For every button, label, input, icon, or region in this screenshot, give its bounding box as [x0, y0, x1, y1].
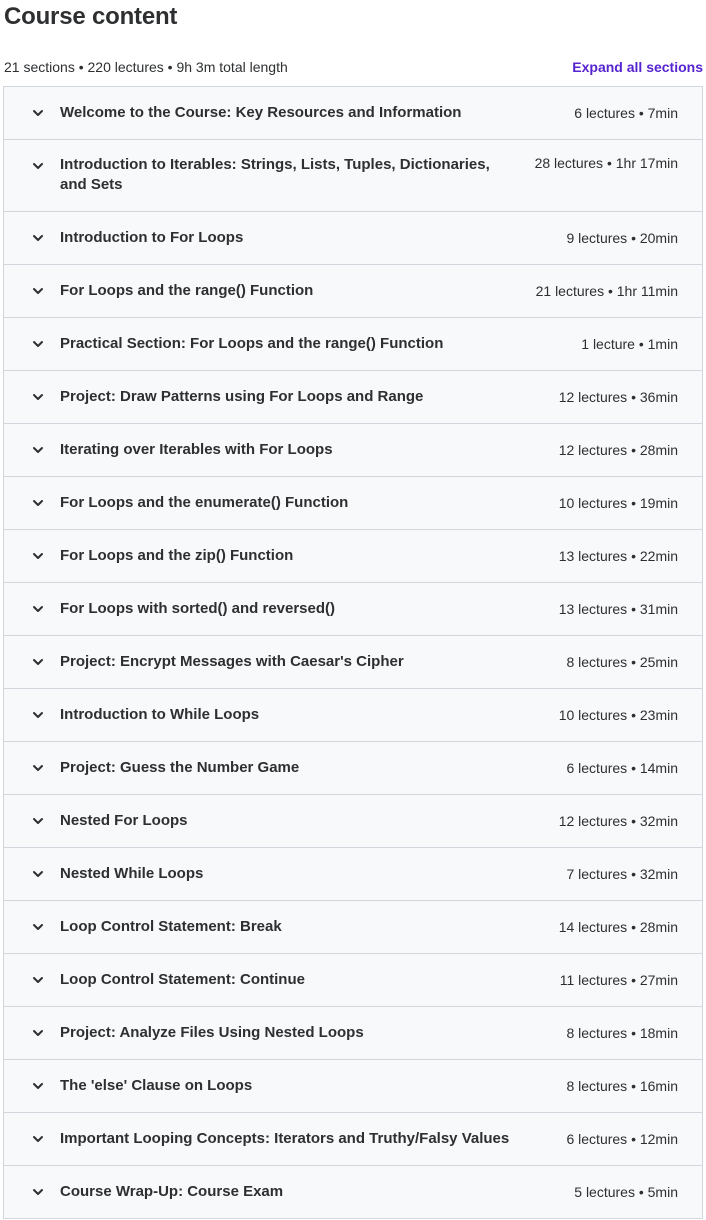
- section-title: Project: Encrypt Messages with Caesar's Cipher: [60, 653, 404, 670]
- section-title: Iterating over Iterables with For Loops: [60, 441, 333, 458]
- section-row[interactable]: [4, 212, 702, 265]
- section-title: Project: Analyze Files Using Nested Loops: [60, 1024, 364, 1041]
- chevron-down-icon: [30, 548, 46, 564]
- section-row[interactable]: [4, 954, 702, 1007]
- section-row[interactable]: [4, 901, 702, 954]
- section-title: Nested While Loops: [60, 865, 204, 882]
- section-row[interactable]: [4, 140, 702, 212]
- section-list: [3, 86, 703, 1219]
- course-summary: 21 sections • 220 lectures • 9h 3m total length: [4, 59, 288, 75]
- section-meta: 6 lectures • 7min: [574, 105, 678, 121]
- chevron-down-icon: [30, 1025, 46, 1041]
- section-title: For Loops and the zip() Function: [60, 547, 294, 564]
- section-row[interactable]: [4, 636, 702, 689]
- chevron-down-icon: [30, 158, 46, 174]
- section-row[interactable]: [4, 848, 702, 901]
- section-row[interactable]: [4, 795, 702, 848]
- chevron-down-icon: [30, 283, 46, 299]
- section-title: Important Looping Concepts: Iterators and Truthy/Falsy Values: [60, 1130, 510, 1147]
- course-summary-row: [4, 57, 703, 77]
- section-row[interactable]: [4, 477, 702, 530]
- section-title: For Loops and the range() Function: [60, 282, 314, 299]
- section-title: Project: Guess the Number Game: [60, 759, 300, 776]
- section-meta: 12 lectures • 28min: [558, 442, 678, 458]
- chevron-down-icon: [30, 442, 46, 458]
- section-meta: 10 lectures • 23min: [558, 707, 678, 723]
- section-meta: 10 lectures • 19min: [558, 495, 678, 511]
- section-meta: 8 lectures • 16min: [566, 1078, 678, 1094]
- section-meta: 11 lectures • 27min: [559, 972, 678, 988]
- section-row[interactable]: [4, 583, 702, 636]
- chevron-down-icon: [30, 1184, 46, 1200]
- expand-all-sections-button[interactable]: Expand all sections: [572, 59, 703, 75]
- chevron-down-icon: [30, 601, 46, 617]
- chevron-down-icon: [30, 707, 46, 723]
- section-row[interactable]: [4, 265, 702, 318]
- section-row[interactable]: [4, 1060, 702, 1113]
- section-title: Welcome to the Course: Key Resources and Information: [60, 104, 462, 121]
- section-row[interactable]: [4, 318, 702, 371]
- chevron-down-icon: [30, 1078, 46, 1094]
- section-title: Loop Control Statement: Continue: [60, 971, 305, 988]
- section-title: Practical Section: For Loops and the range() Function: [60, 335, 444, 352]
- section-meta: 12 lectures • 36min: [558, 389, 678, 405]
- chevron-down-icon: [30, 919, 46, 935]
- section-meta: 13 lectures • 22min: [558, 548, 678, 564]
- section-meta: 9 lectures • 20min: [566, 230, 678, 246]
- chevron-down-icon: [30, 230, 46, 246]
- section-title: Nested For Loops: [60, 812, 188, 829]
- section-meta: 13 lectures • 31min: [558, 601, 678, 617]
- chevron-down-icon: [30, 760, 46, 776]
- section-meta: 12 lectures • 32min: [558, 813, 678, 829]
- chevron-down-icon: [30, 866, 46, 882]
- section-title: For Loops with sorted() and reversed(): [60, 600, 336, 617]
- chevron-down-icon: [30, 389, 46, 405]
- section-meta: 6 lectures • 12min: [566, 1131, 678, 1147]
- section-title: Introduction to While Loops: [60, 706, 260, 723]
- chevron-down-icon: [30, 105, 46, 121]
- section-meta: 14 lectures • 28min: [558, 919, 678, 935]
- section-title: The 'else' Clause on Loops: [60, 1077, 253, 1094]
- chevron-down-icon: [30, 495, 46, 511]
- section-title: Loop Control Statement: Break: [60, 918, 282, 935]
- section-row[interactable]: [4, 689, 702, 742]
- chevron-down-icon: [30, 972, 46, 988]
- section-title: Project: Draw Patterns using For Loops and Range: [60, 388, 424, 405]
- section-title: Course Wrap-Up: Course Exam: [60, 1183, 284, 1200]
- section-meta: 5 lectures • 5min: [574, 1184, 678, 1200]
- section-row[interactable]: [4, 530, 702, 583]
- chevron-down-icon: [30, 1131, 46, 1147]
- section-title: Introduction to Iterables: Strings, Lists, Tuples, Dictionaries, and Sets: [60, 156, 490, 193]
- section-row[interactable]: [4, 371, 702, 424]
- section-meta: 8 lectures • 18min: [566, 1025, 678, 1041]
- section-row[interactable]: [4, 1113, 702, 1166]
- section-meta: 7 lectures • 32min: [566, 866, 678, 882]
- section-row[interactable]: [4, 424, 702, 477]
- section-row[interactable]: [4, 1007, 702, 1060]
- section-title: Introduction to For Loops: [60, 229, 244, 246]
- chevron-down-icon: [30, 813, 46, 829]
- section-meta: 28 lectures • 1hr 17min: [534, 155, 678, 171]
- section-row[interactable]: [4, 742, 702, 795]
- section-row[interactable]: [4, 87, 702, 140]
- page-title: Course content: [4, 3, 178, 30]
- section-meta: 6 lectures • 14min: [566, 760, 678, 776]
- section-title: For Loops and the enumerate() Function: [60, 494, 349, 511]
- chevron-down-icon: [30, 654, 46, 670]
- section-meta: 21 lectures • 1hr 11min: [535, 283, 678, 299]
- section-row[interactable]: [4, 1166, 702, 1219]
- section-meta: 8 lectures • 25min: [566, 654, 678, 670]
- section-meta: 1 lecture • 1min: [581, 336, 678, 352]
- chevron-down-icon: [30, 336, 46, 352]
